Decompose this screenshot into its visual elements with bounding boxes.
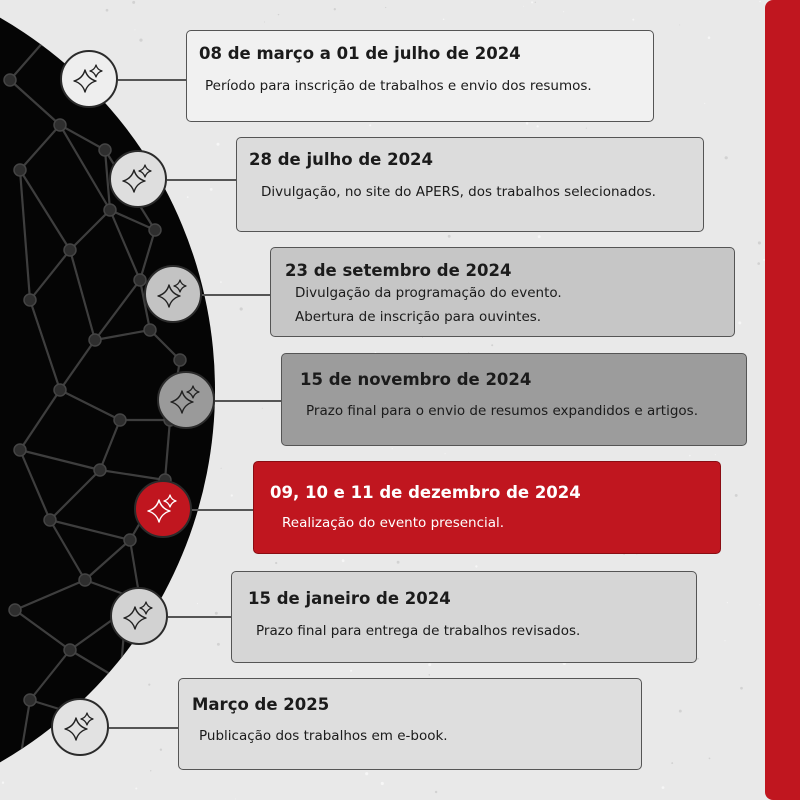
network-node bbox=[124, 534, 136, 546]
network-node bbox=[54, 119, 66, 131]
network-node bbox=[4, 74, 16, 86]
event-date: Março de 2025 bbox=[192, 695, 330, 714]
timeline-node bbox=[144, 265, 202, 323]
timeline-card bbox=[270, 247, 735, 337]
event-description: Realização do evento presencial. bbox=[282, 515, 505, 531]
timeline-node bbox=[109, 150, 167, 208]
red-side-bar bbox=[765, 0, 800, 800]
event-description: Divulgação, no site do APERS, dos trabalhos selecionados. bbox=[261, 184, 656, 200]
event-description: Abertura de inscrição para ouvintes. bbox=[295, 309, 542, 325]
network-node bbox=[24, 294, 36, 306]
sparkle-icon bbox=[122, 599, 156, 633]
network-node bbox=[24, 694, 36, 706]
timeline-connector bbox=[109, 727, 180, 729]
event-date: 28 de julho de 2024 bbox=[249, 150, 434, 169]
timeline-node bbox=[60, 50, 118, 108]
network-node bbox=[114, 414, 126, 426]
sparkle-icon bbox=[63, 710, 97, 744]
sparkle-icon bbox=[169, 383, 203, 417]
network-node bbox=[39, 34, 51, 46]
timeline-node bbox=[134, 480, 192, 538]
timeline-node bbox=[51, 698, 109, 756]
sparkle-icon bbox=[146, 492, 180, 526]
event-description: Publicação dos trabalhos em e-book. bbox=[199, 728, 448, 744]
event-date: 08 de março a 01 de julho de 2024 bbox=[199, 44, 521, 63]
timeline-connector bbox=[168, 616, 233, 618]
event-description: Período para inscrição de trabalhos e envio dos resumos. bbox=[205, 78, 592, 94]
network-node bbox=[89, 334, 101, 346]
network-node bbox=[99, 144, 111, 156]
event-description: Prazo final para entrega de trabalhos revisados. bbox=[256, 623, 581, 639]
network-node bbox=[64, 244, 76, 256]
network-node bbox=[79, 574, 91, 586]
network-node bbox=[134, 274, 146, 286]
timeline-card bbox=[186, 30, 654, 122]
network-node bbox=[114, 674, 126, 686]
sparkle-icon bbox=[156, 277, 190, 311]
timeline-node bbox=[157, 371, 215, 429]
event-description: Divulgação da programação do evento. bbox=[295, 285, 562, 301]
network-node bbox=[9, 604, 21, 616]
timeline-card bbox=[236, 137, 704, 232]
network-node bbox=[104, 204, 116, 216]
network-node bbox=[54, 384, 66, 396]
event-date: 15 de janeiro de 2024 bbox=[248, 589, 451, 608]
timeline-connector bbox=[192, 509, 255, 511]
network-node bbox=[14, 444, 26, 456]
event-description: Prazo final para o envio de resumos expandidos e artigos. bbox=[306, 403, 698, 419]
timeline-connector bbox=[202, 294, 272, 296]
timeline-card bbox=[178, 678, 642, 770]
network-node bbox=[14, 164, 26, 176]
timeline-card bbox=[231, 571, 697, 663]
timeline-connector bbox=[215, 400, 283, 402]
timeline-card bbox=[253, 461, 721, 554]
timeline-connector bbox=[167, 179, 238, 181]
event-date: 15 de novembro de 2024 bbox=[300, 370, 532, 389]
network-node bbox=[44, 514, 56, 526]
timeline-connector bbox=[118, 79, 188, 81]
network-node bbox=[94, 464, 106, 476]
network-node bbox=[64, 644, 76, 656]
sparkle-icon bbox=[121, 162, 155, 196]
network-node bbox=[174, 354, 186, 366]
event-date: 09, 10 e 11 de dezembro de 2024 bbox=[270, 483, 581, 502]
network-node bbox=[14, 754, 26, 766]
sparkle-icon bbox=[72, 62, 106, 96]
network-node bbox=[144, 324, 156, 336]
timeline-card bbox=[281, 353, 747, 446]
network-node bbox=[149, 224, 161, 236]
timeline-node bbox=[110, 587, 168, 645]
event-date: 23 de setembro de 2024 bbox=[285, 261, 512, 280]
